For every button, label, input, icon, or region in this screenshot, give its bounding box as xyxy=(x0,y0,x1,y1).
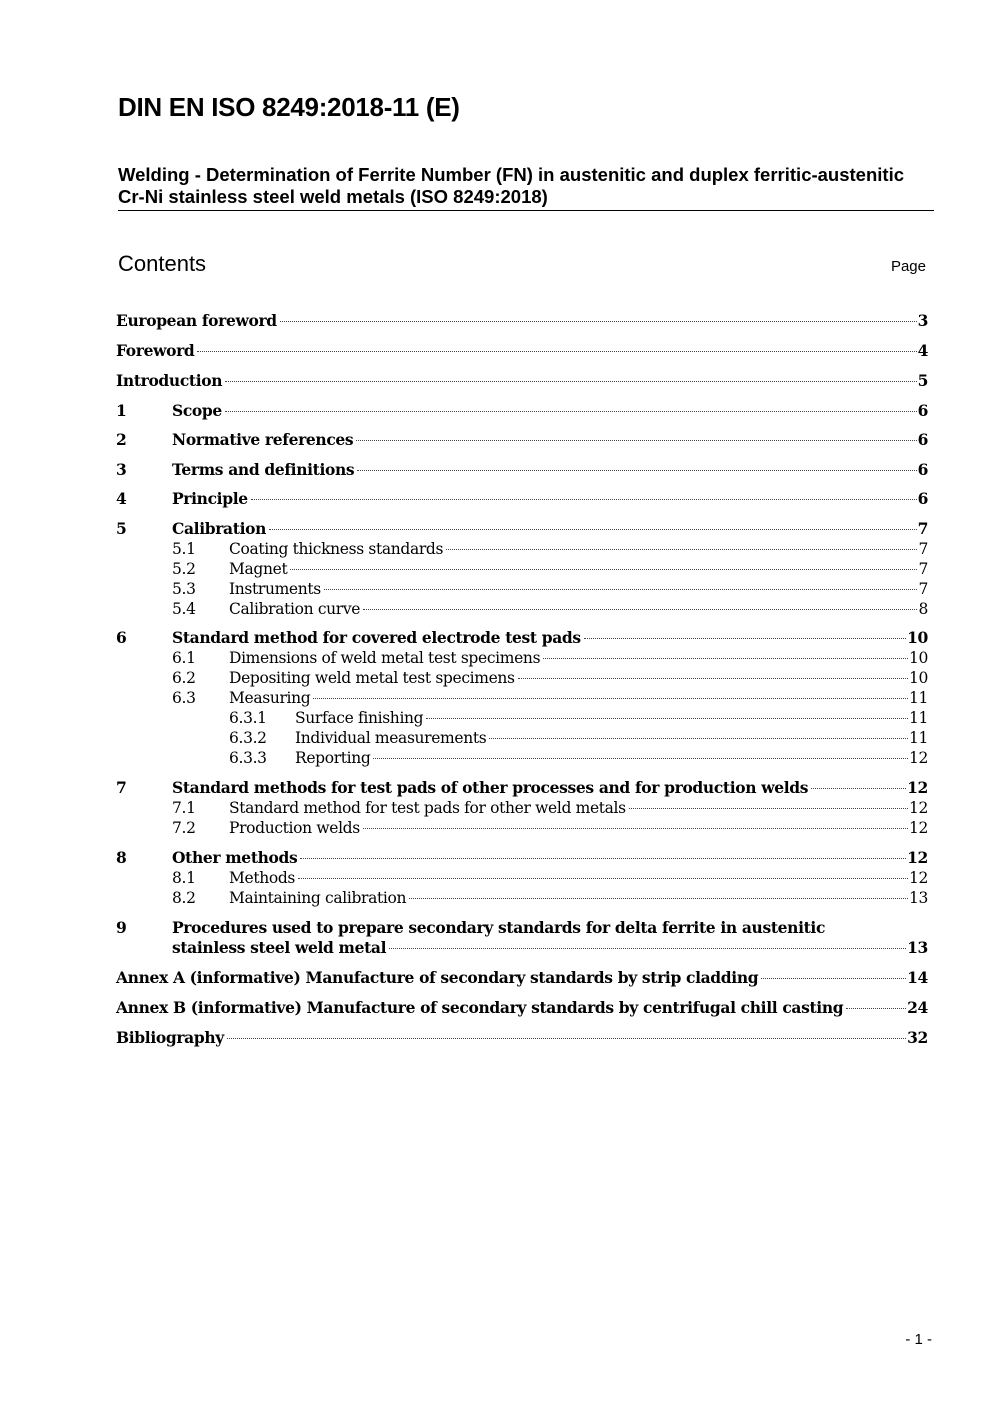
toc-page: 8 xyxy=(918,600,928,618)
toc-entry-6-2[interactable] xyxy=(116,668,928,688)
dot-leader xyxy=(225,411,917,412)
toc-page: 32 xyxy=(907,1028,928,1047)
toc-title: Standard method for covered electrode test pads xyxy=(172,628,581,647)
toc-number: 5 xyxy=(116,519,127,538)
dot-leader xyxy=(356,440,916,441)
toc-entry-5-4[interactable] xyxy=(116,599,928,619)
toc-number: 8.2 xyxy=(172,889,196,907)
dot-leader xyxy=(629,808,908,809)
toc-page: 5 xyxy=(917,371,928,390)
toc-number: 9 xyxy=(116,918,127,937)
toc-entry-introduction[interactable] xyxy=(116,371,928,391)
dot-leader xyxy=(584,638,906,639)
toc-page: 11 xyxy=(908,689,928,707)
toc-page: 6 xyxy=(917,430,928,449)
toc-title: Principle xyxy=(172,489,248,508)
toc-number: 8.1 xyxy=(172,869,196,887)
toc-entry-8[interactable] xyxy=(116,848,928,868)
toc-number: 6.1 xyxy=(172,649,196,667)
table-of-contents xyxy=(116,311,928,1048)
dot-leader xyxy=(251,499,917,500)
toc-page: 12 xyxy=(908,799,928,817)
dot-leader xyxy=(363,609,917,610)
toc-page: 10 xyxy=(908,649,928,667)
dot-leader xyxy=(269,529,917,530)
toc-entry-6-3-3[interactable] xyxy=(116,748,928,768)
toc-title-line2: stainless steel weld metal xyxy=(172,938,387,957)
toc-page: 13 xyxy=(907,938,928,957)
toc-page: 7 xyxy=(918,540,928,558)
toc-entry-7-2[interactable] xyxy=(116,818,928,838)
toc-entry-3[interactable] xyxy=(116,460,928,480)
dot-leader xyxy=(298,878,908,879)
toc-page: 6 xyxy=(917,401,928,420)
toc-entry-1[interactable] xyxy=(116,401,928,421)
toc-title: Depositing weld metal test specimens xyxy=(229,669,515,687)
toc-title: Foreword xyxy=(116,341,195,360)
toc-title: Standard methods for test pads of other processes and for production welds xyxy=(172,778,809,797)
toc-page: 6 xyxy=(917,489,928,508)
dot-leader xyxy=(300,858,906,859)
toc-entry-5-3[interactable] xyxy=(116,579,928,599)
toc-entry-6-3-1[interactable] xyxy=(116,708,928,728)
toc-title: Coating thickness standards xyxy=(229,540,444,558)
toc-number: 4 xyxy=(116,489,127,508)
dot-leader xyxy=(846,1008,906,1009)
toc-title: European foreword xyxy=(116,311,277,330)
toc-title: Surface finishing xyxy=(295,709,424,727)
toc-number: 6.2 xyxy=(172,669,196,687)
toc-page: 24 xyxy=(907,998,928,1017)
toc-entry-7-1[interactable] xyxy=(116,798,928,818)
toc-title: Production welds xyxy=(229,819,360,837)
toc-page: 13 xyxy=(908,889,928,907)
toc-page: 7 xyxy=(918,560,928,578)
toc-title: Terms and definitions xyxy=(172,460,355,479)
toc-title: Measuring xyxy=(229,689,311,707)
toc-page: 12 xyxy=(907,848,928,867)
toc-number: 5.3 xyxy=(172,580,196,598)
page-column-label: Page xyxy=(890,258,926,275)
toc-entry-annex-a[interactable] xyxy=(116,968,928,988)
toc-page: 12 xyxy=(908,819,928,837)
dot-leader xyxy=(225,381,916,382)
toc-entry-6[interactable] xyxy=(116,628,928,648)
toc-entry-5[interactable] xyxy=(116,519,928,539)
toc-title: Individual measurements xyxy=(295,729,487,747)
toc-title: Methods xyxy=(229,869,296,887)
toc-title-line1: Procedures used to prepare secondary standards for delta ferrite in austenitic xyxy=(172,918,826,937)
dot-leader xyxy=(761,978,906,979)
toc-number: 7 xyxy=(116,778,127,797)
toc-title: Standard method for test pads for other weld metals xyxy=(229,799,626,817)
dot-leader xyxy=(324,589,918,590)
toc-page: 12 xyxy=(908,869,928,887)
dot-leader xyxy=(446,549,917,550)
dot-leader xyxy=(389,948,906,949)
document-title: Welding - Determination of Ferrite Number (FN) in austenitic and duplex ferritic-austenitic Cr-Ni stainless steel weld metals (ISO 8249:2018) xyxy=(118,164,904,207)
toc-page: 14 xyxy=(907,968,928,987)
toc-entry-foreword[interactable] xyxy=(116,341,928,361)
toc-number: 7.1 xyxy=(172,799,196,817)
toc-number: 6.3 xyxy=(172,689,196,707)
dot-leader xyxy=(518,678,908,679)
toc-entry-8-1[interactable] xyxy=(116,868,928,888)
toc-entry-6-3[interactable] xyxy=(116,688,928,708)
toc-number: 6.3.3 xyxy=(229,749,267,767)
toc-entry-european-foreword[interactable] xyxy=(116,311,928,331)
toc-number: 2 xyxy=(116,430,127,449)
toc-entry-6-3-2[interactable] xyxy=(116,728,928,748)
toc-page: 12 xyxy=(907,778,928,797)
toc-title: Magnet xyxy=(229,560,288,578)
toc-page: 7 xyxy=(917,519,928,538)
toc-number: 5.4 xyxy=(172,600,196,618)
toc-number: 6 xyxy=(116,628,127,647)
toc-number: 1 xyxy=(116,401,127,420)
dot-leader xyxy=(409,898,908,899)
dot-leader xyxy=(227,1038,906,1039)
toc-entry-bibliography[interactable] xyxy=(116,1028,928,1048)
toc-title: Instruments xyxy=(229,580,321,598)
toc-page: 12 xyxy=(908,749,928,767)
dot-leader xyxy=(426,718,908,719)
toc-page: 11 xyxy=(908,729,928,747)
dot-leader xyxy=(280,321,917,322)
toc-title: Calibration curve xyxy=(229,600,361,618)
toc-entry-5-2[interactable] xyxy=(116,559,928,579)
toc-number: 3 xyxy=(116,460,127,479)
toc-number: 8 xyxy=(116,848,127,867)
toc-title: Introduction xyxy=(116,371,223,390)
toc-title: Bibliography xyxy=(116,1028,224,1047)
toc-title: Dimensions of weld metal test specimens xyxy=(229,649,541,667)
dot-leader xyxy=(811,788,906,789)
title-rule xyxy=(118,210,934,211)
dot-leader xyxy=(373,758,908,759)
toc-number: 6.3.1 xyxy=(229,709,267,727)
toc-entry-7[interactable] xyxy=(116,778,928,798)
contents-heading: Contents xyxy=(118,251,207,276)
toc-number: 5.2 xyxy=(172,560,196,578)
toc-title: Normative references xyxy=(172,430,354,449)
toc-page: 7 xyxy=(918,580,928,598)
toc-page: 3 xyxy=(917,311,928,330)
toc-page: 4 xyxy=(917,341,928,360)
dot-leader xyxy=(489,738,908,739)
page-number: - 1 - xyxy=(905,1331,932,1348)
toc-page: 6 xyxy=(917,460,928,479)
document-number: DIN EN ISO 8249:2018-11 (E) xyxy=(118,92,460,122)
toc-title: Scope xyxy=(172,401,222,420)
toc-title: Reporting xyxy=(295,749,371,767)
toc-page: 11 xyxy=(908,709,928,727)
dot-leader xyxy=(363,828,908,829)
toc-number: 6.3.2 xyxy=(229,729,267,747)
toc-title: Annex B (informative) Manufacture of secondary standards by centrifugal chill casting xyxy=(116,998,844,1017)
toc-page: 10 xyxy=(907,628,928,647)
toc-entry-annex-b[interactable] xyxy=(116,998,928,1018)
toc-title: Annex A (informative) Manufacture of secondary standards by strip cladding xyxy=(116,968,759,987)
toc-entry-2[interactable] xyxy=(116,430,928,450)
dot-leader xyxy=(197,351,916,352)
toc-number: 5.1 xyxy=(172,540,196,558)
toc-title: Other methods xyxy=(172,848,298,867)
toc-page: 10 xyxy=(908,669,928,687)
dot-leader xyxy=(313,698,908,699)
toc-title: Calibration xyxy=(172,519,267,538)
dot-leader xyxy=(543,658,908,659)
toc-entry-5-1[interactable] xyxy=(116,539,928,559)
toc-title: Maintaining calibration xyxy=(229,889,407,907)
toc-entry-9[interactable] xyxy=(116,918,928,958)
toc-number: 7.2 xyxy=(172,819,196,837)
dot-leader xyxy=(357,470,916,471)
dot-leader xyxy=(290,569,917,570)
toc-entry-6-1[interactable] xyxy=(116,648,928,668)
toc-entry-8-2[interactable] xyxy=(116,888,928,908)
toc-entry-4[interactable] xyxy=(116,489,928,509)
